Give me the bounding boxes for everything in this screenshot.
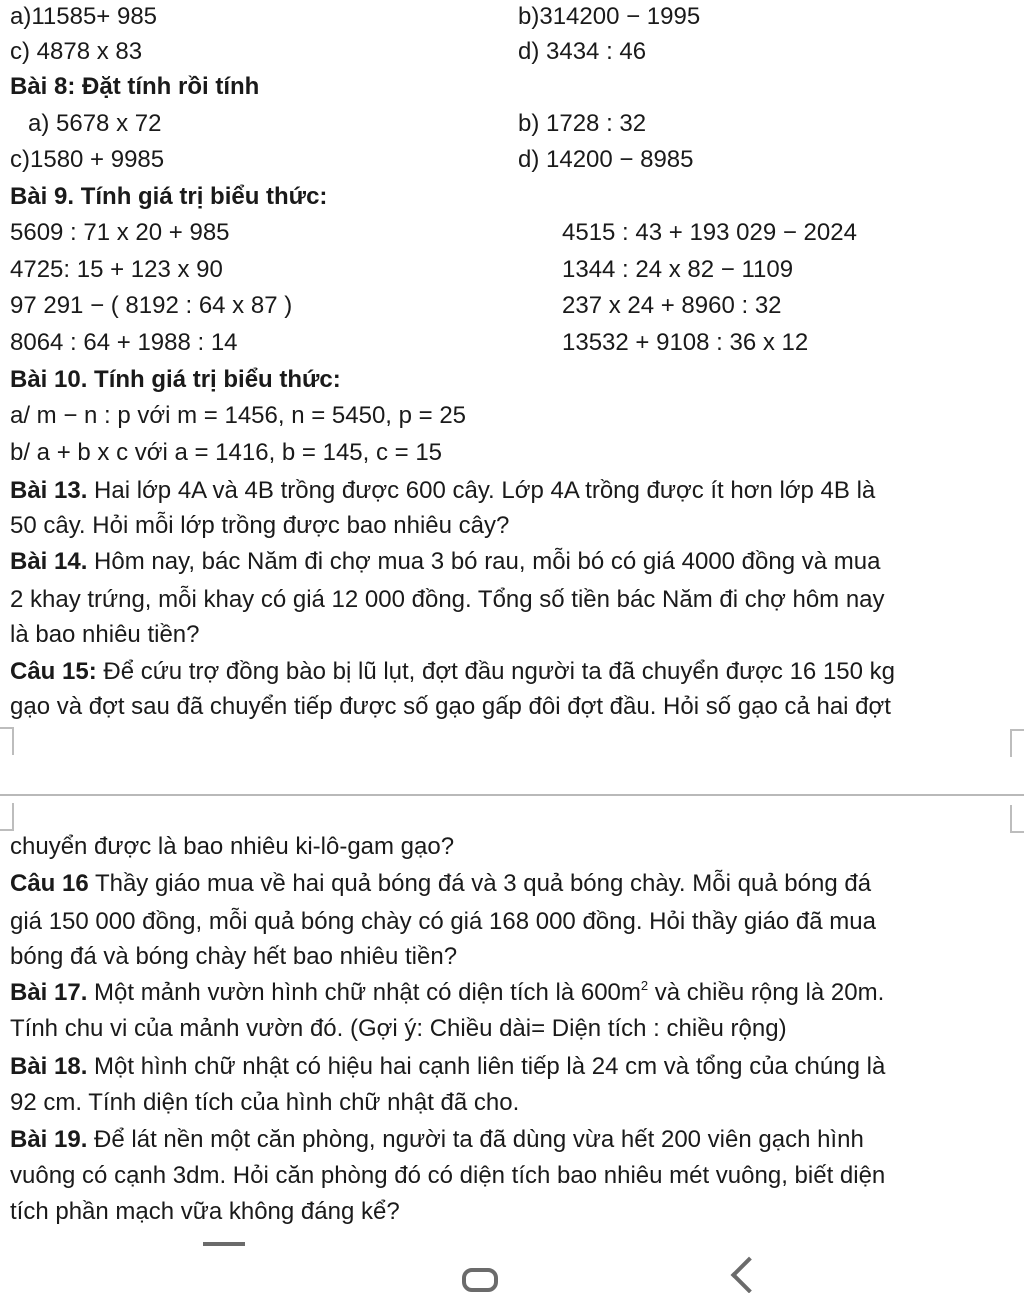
bai9-expr-right: 13532 + 9108 : 36 x 12 [562,329,809,356]
bai18-line-1: Bài 18. Một hình chữ nhật có hiệu hai cạnh liên tiếp là 24 cm và tổng của chúng là [10,1053,886,1080]
bai10-b: b/ a + b x c với a = 1416, b = 145, c = 15 [10,439,443,466]
bai19-line-2: vuông có cạnh 3dm. Hỏi căn phòng đó có diện tích bao nhiêu mét vuông, biết diện [10,1162,886,1189]
bai8-a: a) 5678 x 72 [28,110,162,137]
exercise-b: b)314200 − 1995 [518,3,701,30]
cau16-line-1: Câu 16 Thầy giáo mua về hai quả bóng đá và 3 quả bóng chày. Mỗi quả bóng đá [10,870,872,897]
bai9-row [10,289,1016,323]
bai14-line-2: 2 khay trứng, mỗi khay có giá 12 000 đồng. Tổng số tiền bác Năm đi chợ hôm nay [10,586,885,613]
bai19-line-1: Bài 19. Để lát nền một căn phòng, người ta đã dùng vừa hết 200 viên gạch hình [10,1126,864,1153]
exercise-row-2 [10,35,1016,69]
page-corner-mark [1010,729,1024,757]
bai14-line-1: Bài 14. Hôm nay, bác Năm đi chợ mua 3 bó rau, mỗi bó có giá 4000 đồng và mua [10,548,881,575]
page-corner-mark [0,803,14,831]
bai9-row [10,216,1016,250]
bai13-line-2: 50 cây. Hỏi mỗi lớp trồng được bao nhiêu cây? [10,512,510,539]
bai13-label: Bài 13. [10,477,88,504]
cau15-line-2: gạo và đợt sau đã chuyển tiếp được số gạo gấp đôi đợt đầu. Hỏi số gạo cả hai đợt [10,693,891,720]
bai8-b: b) 1728 : 32 [518,110,647,137]
bai9-expr-right: 4515 : 43 + 193 029 − 2024 [562,219,857,246]
page-break [0,722,1024,822]
bai14-label: Bài 14. [10,548,88,575]
bai8-d: d) 14200 − 8985 [518,146,694,173]
bai17-line-2: Tính chu vi của mảnh vườn đó. (Gợi ý: Chiều dài= Diện tích : chiều rộng) [10,1015,787,1042]
bai10-title: Bài 10. Tính giá trị biểu thức: [10,366,341,393]
bai8-c: c)1580 + 9985 [10,146,165,173]
bai8-title: Bài 8: Đặt tính rồi tính [10,73,260,100]
bai9-expr-left: 5609 : 71 x 20 + 985 [10,219,230,246]
cau15-line-1: Câu 15: Để cứu trợ đồng bào bị lũ lụt, đợt đầu người ta đã chuyển được 16 150 kg [10,658,895,685]
bai18-label: Bài 18. [10,1053,88,1080]
cau16-line-2: giá 150 000 đồng, mỗi quả bóng chày có giá 168 000 đồng. Hỏi thầy giáo đã mua [10,908,876,935]
bai19-label: Bài 19. [10,1126,88,1153]
page-corner-mark [0,727,14,755]
cau15-line-3: chuyển được là bao nhiêu ki-lô-gam gạo? [10,833,455,860]
bai9-expr-right: 237 x 24 + 8960 : 32 [562,292,782,319]
cau15-label: Câu 15: [10,658,97,685]
bai9-expr-left: 8064 : 64 + 1988 : 14 [10,329,238,356]
bai9-row [10,253,1016,287]
home-icon[interactable] [462,1268,498,1292]
bai10-a: a/ m − n : p với m = 1456, n = 5450, p = 25 [10,402,467,429]
navigation-bar [0,1232,1024,1280]
page-divider [0,794,1024,796]
bai9-expr-left: 4725: 15 + 123 x 90 [10,256,223,283]
bai9-expr-right: 1344 : 24 x 82 − 1109 [562,256,794,283]
cau16-label: Câu 16 [10,870,89,897]
page-corner-mark [1010,805,1024,833]
bai14-line-3: là bao nhiêu tiền? [10,621,200,648]
exercise-row-1 [10,0,1016,34]
bai8-row-1 [10,107,1016,141]
bai9-expr-left: 97 291 − ( 8192 : 64 x 87 ) [10,292,293,319]
bai9-title: Bài 9. Tính giá trị biểu thức: [10,183,328,210]
cau16-line-3: bóng đá và bóng chày hết bao nhiêu tiền? [10,943,458,970]
exercise-d: d) 3434 : 46 [518,38,647,65]
bai17-line-1: Bài 17. Một mảnh vườn hình chữ nhật có diện tích là $600m^2$ và chiều rộng là 20m. [10,978,885,1006]
bai9-row [10,326,1016,360]
bai18-line-2: 92 cm. Tính diện tích của hình chữ nhật đã cho. [10,1089,520,1116]
bai8-row-2 [10,143,1016,177]
bai17-label: Bài 17. [10,979,88,1006]
bai19-line-3: tích phần mạch vữa không đáng kể? [10,1198,400,1225]
recent-apps-icon[interactable] [203,1242,245,1246]
bai13-line-1: Bài 13. Hai lớp 4A và 4B trồng được 600 cây. Lớp 4A trồng được ít hơn lớp 4B là [10,477,876,504]
exercise-a: a)11585+ 985 [10,3,158,30]
exercise-c: c) 4878 x 83 [10,38,143,65]
